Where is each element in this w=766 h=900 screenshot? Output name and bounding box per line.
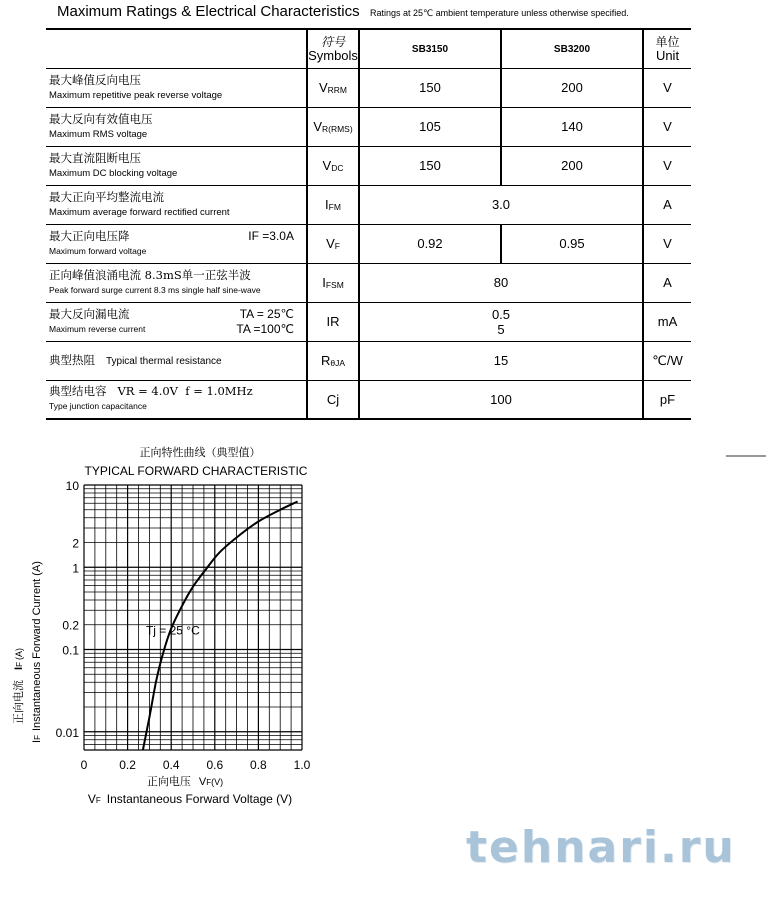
temperature-annotation: Tj = 25 °C <box>145 623 200 638</box>
chart-title: TYPICAL FORWARD CHARACTERISTIC <box>84 464 308 478</box>
symbol-cell: IR <box>307 302 359 341</box>
y-tick-label: 0.1 <box>62 643 79 658</box>
x-tick-label: 0.4 <box>162 758 180 772</box>
svg-text:IFInstantaneous Forward Curren: IFInstantaneous Forward Current (A) <box>31 561 43 743</box>
table-row <box>46 68 691 107</box>
y-tick-label: 2 <box>72 536 79 551</box>
forward-characteristic-chart <box>0 440 340 820</box>
x-tick-label: 0 <box>80 758 88 772</box>
param-cell: 最大反向漏电流 TA = 25℃ Maximum reverse current TA =100℃ <box>46 302 307 341</box>
symbol-cell: $V_{R(RMS)}$ <box>307 107 359 146</box>
y-axis-label-zh <box>11 648 25 724</box>
value-cell: 15 <box>359 341 643 380</box>
table-row <box>46 302 691 341</box>
col-sb3150-header: SB3150 <box>359 29 501 68</box>
chart-grid <box>84 485 302 750</box>
table-header-row <box>46 29 691 68</box>
unit-cell: ℃/W <box>643 341 691 380</box>
param-cell: 最大正向平均整流电流 Maximum average forward rectified current <box>46 185 307 224</box>
header-empty-cell <box>46 29 307 68</box>
param-cell: 典型热阻 Typical thermal resistance <box>46 341 307 380</box>
symbol-cell: $V_F$ <box>307 224 359 263</box>
table-row <box>46 341 691 380</box>
unit-cell: mA <box>643 302 691 341</box>
value-cell: 150 <box>359 68 501 107</box>
value-cell: 200 <box>501 68 643 107</box>
value-cell: 3.0 <box>359 185 643 224</box>
x-axis-label: 正向电压 VF(V) <box>146 775 224 788</box>
value-cell: 0.95 <box>501 224 643 263</box>
symbol-cell: $V_{DC}$ <box>307 146 359 185</box>
param-cell: 最大反向有效值电压 Maximum RMS voltage <box>46 107 307 146</box>
param-cell: 典型结电容 VR = 4.0V f = 1.0MHz Type junction capacitance <box>46 380 307 419</box>
table-row <box>46 185 691 224</box>
param-cell: 正向峰值浪涌电流 8.3mS单一正弦半波 Peak forward surge current 8.3 ms single half sine-wave <box>46 263 307 302</box>
symbol-cell: $I_{FSM}$ <box>307 263 359 302</box>
title-note: Ratings at 25℃ ambient temperature unless otherwise specified. <box>370 8 629 18</box>
unit-cell: V <box>643 68 691 107</box>
col-sb3200-header: SB3200 <box>501 29 643 68</box>
value-cell: 150 <box>359 146 501 185</box>
value-cell: 200 <box>501 146 643 185</box>
unit-cell: V <box>643 146 691 185</box>
page-edge-line <box>726 455 766 457</box>
value-cell: 0.92 <box>359 224 501 263</box>
table-row <box>46 146 691 185</box>
section-title <box>57 3 629 21</box>
condition-text: TA =100℃ <box>236 321 294 336</box>
symbols-header-en: Symbols <box>308 47 358 63</box>
symbol-cell: $R_{\theta JA}$ <box>307 341 359 380</box>
y-tick-label: 1 <box>72 561 79 576</box>
table-row <box>46 263 691 302</box>
y-tick-label: 0.2 <box>62 618 79 633</box>
symbol-cell: $I_{FM}$ <box>307 185 359 224</box>
x-tick-label: 0.8 <box>250 758 267 772</box>
table-row <box>46 107 691 146</box>
value-cell: 80 <box>359 263 643 302</box>
unit-cell: V <box>643 224 691 263</box>
symbols-header-zh: 符号 <box>320 34 345 49</box>
unit-header-en: Unit <box>655 47 680 63</box>
y-tick-label: 0.01 <box>55 725 79 740</box>
y-tick-label: 10 <box>65 479 79 493</box>
symbol-cell: $V_{RRM}$ <box>307 68 359 107</box>
value-cell: 100 <box>359 380 643 419</box>
param-cell: 最大正向电压降 IF =3.0A Maximum forward voltage <box>46 224 307 263</box>
unit-header-zh: 单位 <box>655 34 680 49</box>
unit-cell: A <box>643 263 691 302</box>
value-cell: 0.5 5 <box>359 302 643 341</box>
table-row <box>46 380 691 419</box>
symbol-cell: Cj <box>307 380 359 419</box>
y-axis-label-en <box>31 561 43 743</box>
unit-cell: pF <box>643 380 691 419</box>
unit-header <box>643 29 691 68</box>
x-tick-label: 0.6 <box>206 758 224 772</box>
watermark: tehnari.ru <box>466 822 736 873</box>
ratings-table <box>46 28 691 420</box>
x-tick-label: 1.0 <box>293 758 311 772</box>
condition-text: TA = 25℃ <box>239 306 294 321</box>
title-text: Maximum Ratings & Electrical Characteristics <box>57 3 360 20</box>
x-tick-label: 0.2 <box>119 758 136 772</box>
symbols-header <box>307 29 359 68</box>
param-cell: 最大直流阻断电压 Maximum DC blocking voltage <box>46 146 307 185</box>
param-cell: 最大峰值反向电压 Maximum repetitive peak reverse voltage <box>46 68 307 107</box>
svg-text:正向电流IF(A): 正向电流IF(A) <box>12 648 25 724</box>
value-cell: 140 <box>501 107 643 146</box>
chart-title-zh: 正向特性曲线（典型值） <box>139 446 261 459</box>
unit-cell: A <box>643 185 691 224</box>
table-row <box>46 224 691 263</box>
value-cell: 105 <box>359 107 501 146</box>
x-axis-label-en: VF Instantaneous Forward Voltage (V) <box>87 792 293 806</box>
condition-text: IF =3.0A <box>248 228 294 243</box>
unit-cell: V <box>643 107 691 146</box>
